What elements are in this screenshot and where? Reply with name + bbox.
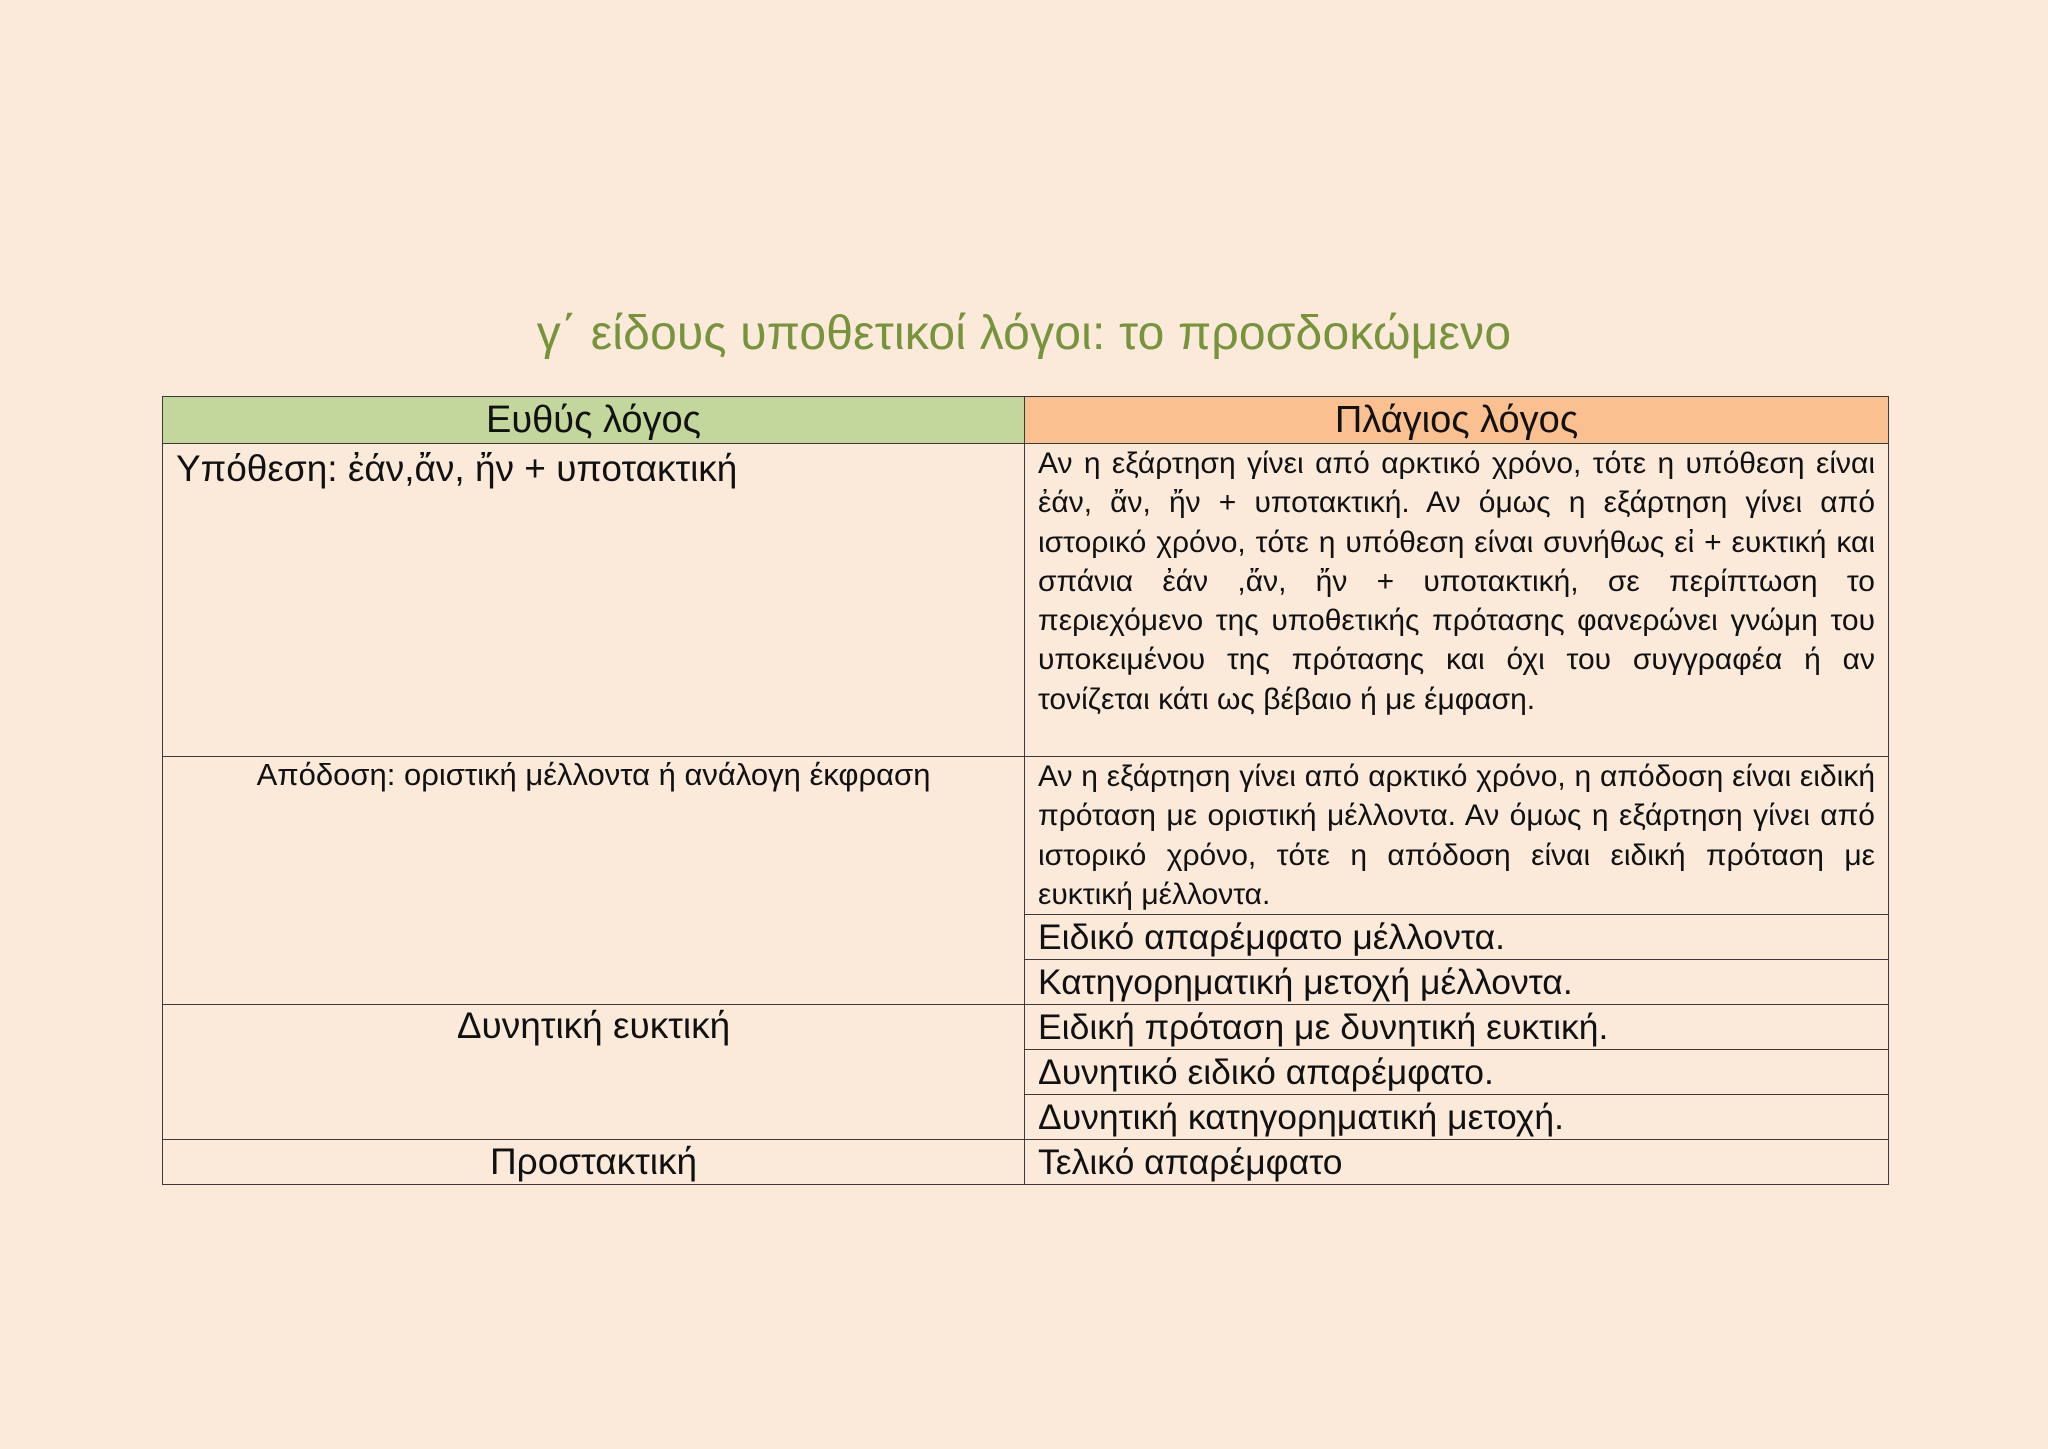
cell-apodosis-infinitive: Ειδικό απαρέμφατο μέλλοντα. bbox=[1025, 915, 1889, 960]
cell-apodosis-direct: Απόδοση: οριστική μέλλοντα ή ανάλογη έκφραση bbox=[163, 757, 1025, 1005]
page-title: γ΄ είδους υποθετικοί λόγοι: το προσδοκώμενο bbox=[536, 307, 1512, 360]
table-row-imperative bbox=[163, 1140, 1889, 1185]
table-row-apodosis bbox=[163, 757, 1889, 915]
cell-hypothesis-indirect: Αν η εξάρτηση γίνει από αρκτικό χρόνο, τότε η υπόθεση είναι ἐάν, ἄν, ἤν + υποτακτική. Αν όμως η εξάρτηση γίνει από ιστορικό χρόνο, τότε η υπόθεση είναι συνήθως εἰ + ευκτική και σπάνια ἐάν ,ἄν, ἤν + υποτακτική, σε περίπτωση το περιεχόμενο της υποθετικής πρότασης φανερώνει γνώμη του υποκειμένου της πρότασης και όχι του συγγραφέα ή αν τονίζεται κάτι ως βέβαιο ή με έμφαση. bbox=[1025, 444, 1889, 757]
cell-potential-infinitive: Δυνητικό ειδικό απαρέμφατο. bbox=[1025, 1050, 1889, 1095]
cell-hypothesis-direct: Υπόθεση: ἐάν,ἄν, ἤν + υποτακτική bbox=[163, 444, 1025, 757]
cell-imperative-direct: Προστακτική bbox=[163, 1140, 1025, 1185]
table-row-hypothesis bbox=[163, 444, 1889, 757]
cell-potential-participle: Δυνητική κατηγορηματική μετοχή. bbox=[1025, 1095, 1889, 1140]
comparison-table bbox=[162, 396, 1889, 1185]
header-direct-speech: Ευθύς λόγος bbox=[163, 397, 1025, 444]
table-header-row bbox=[163, 397, 1889, 444]
cell-imperative-indirect: Τελικό απαρέμφατο bbox=[1025, 1140, 1889, 1185]
cell-potential-clause: Ειδική πρόταση με δυνητική ευκτική. bbox=[1025, 1005, 1889, 1050]
cell-potential-direct: Δυνητική ευκτική bbox=[163, 1005, 1025, 1140]
cell-apodosis-participle: Κατηγορηματική μετοχή μέλλοντα. bbox=[1025, 960, 1889, 1005]
header-indirect-speech: Πλάγιος λόγος bbox=[1025, 397, 1889, 444]
cell-apodosis-indirect-clause: Αν η εξάρτηση γίνει από αρκτικό χρόνο, η απόδοση είναι ειδική πρόταση με οριστική μέλλοντα. Αν όμως η εξάρτηση γίνει από ιστορικό χρόνο, τότε η απόδοση είναι ειδική πρόταση με ευκτική μέλλοντα. bbox=[1025, 757, 1889, 915]
table-row-potential bbox=[163, 1005, 1889, 1050]
